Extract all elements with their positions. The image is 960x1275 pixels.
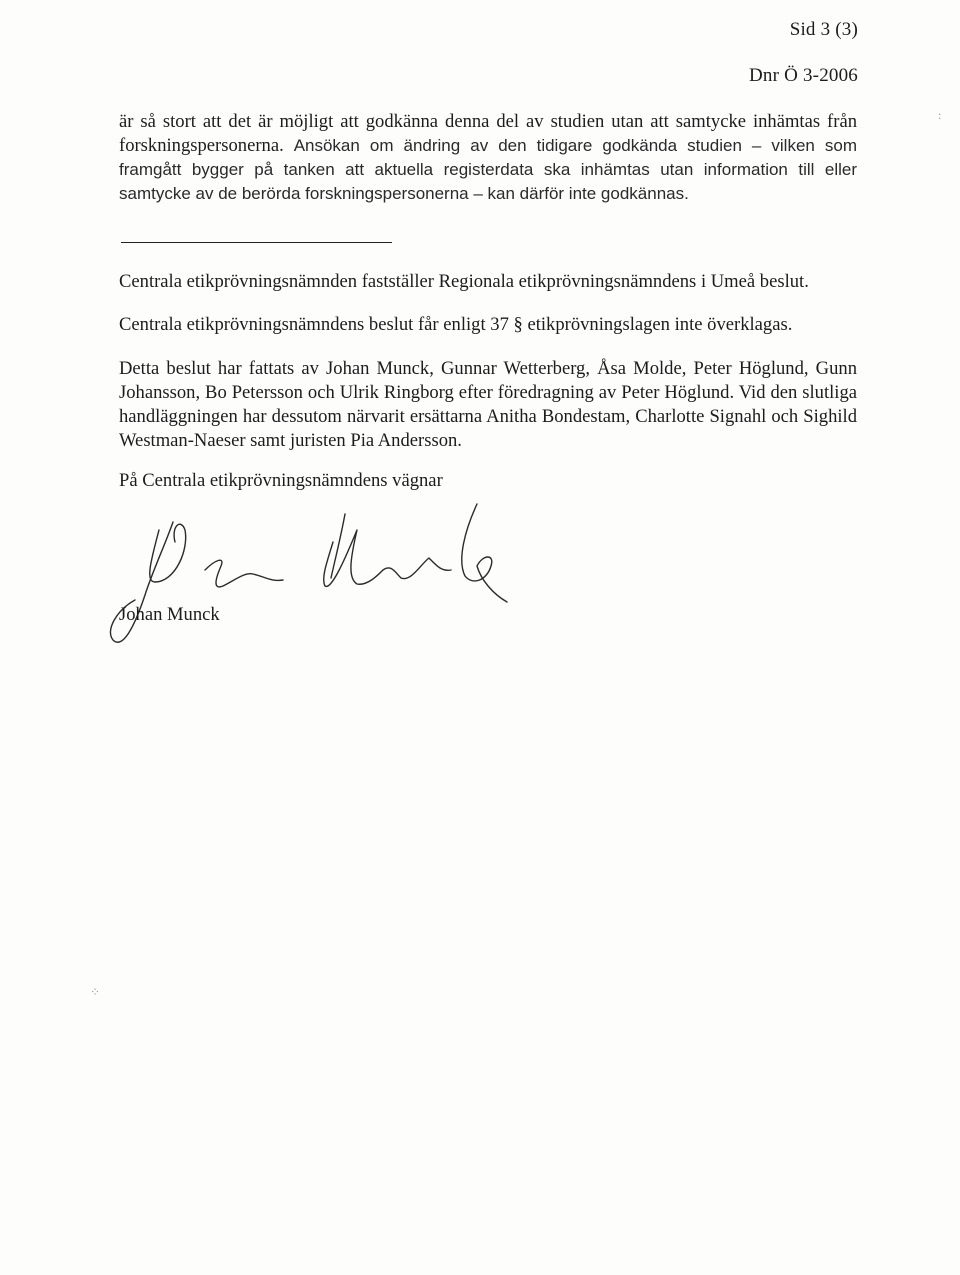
participants-paragraph: Detta beslut har fattats av Johan Munck, Gunnar Wetterberg, Åsa Molde, Peter Höglund, Gunn Johansson, Bo Petersson och Ulrik Ringborg efter föredragning av Peter Höglund. Vid den slutliga handläggningen har dessutom närvarit ersättarna Anitha Bondestam, Charlotte Signahl och Sighild Westman-Naeser samt juristen Pia Andersson. (119, 358, 857, 451)
signer-name: Johan Munck (119, 604, 220, 625)
intro-paragraph (119, 110, 857, 206)
scan-speck: : (938, 108, 942, 122)
on-behalf-line: På Centrala etikprövningsnämndens vägnar (119, 470, 443, 491)
reference-number: Dnr Ö 3-2006 (749, 65, 858, 86)
page-number: Sid 3 (3) (789, 19, 858, 40)
intro-serif-text: är så stort att det är möjligt att godkänna denna del av studien utan att samtycke inhämtas från forskningspersonerna. (119, 111, 857, 156)
decision-paragraph: Centrala etikprövningsnämnden fastställer Regionala etikprövningsnämndens i Umeå beslut. (119, 271, 809, 292)
handwritten-signature (95, 490, 515, 670)
scan-speck: ⁘ (90, 985, 101, 999)
appeal-paragraph: Centrala etikprövningsnämndens beslut får enligt 37 § etikprövningslagen inte överklagas. (119, 314, 793, 335)
intro-sans-text: Ansökan om ändring av den tidigare godkända studien – vilken som framgått bygger på tanken att aktuella registerdata ska inhämtas utan information till eller samtycke av de berörda forskningspersonerna – kan därför inte godkännas. (119, 136, 857, 203)
divider-line (121, 242, 392, 243)
